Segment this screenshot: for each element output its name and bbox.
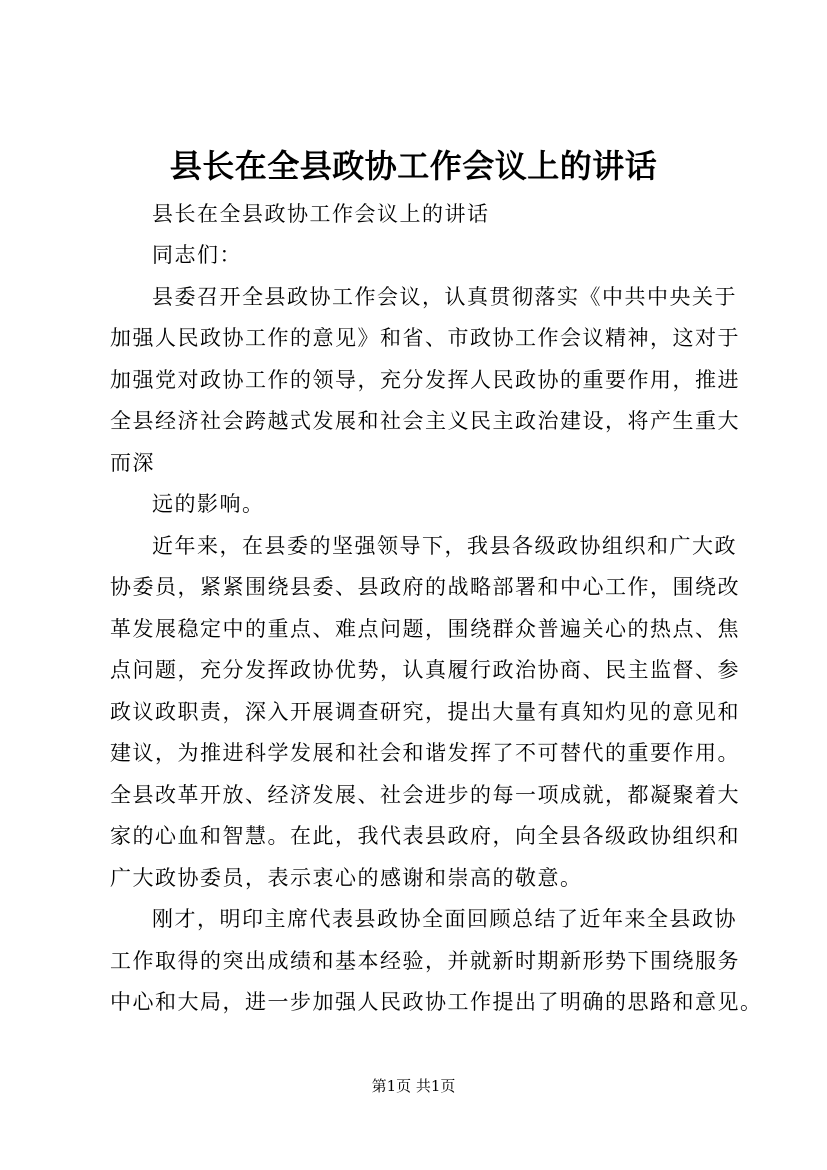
paragraph-line: 中心和大局，进一步加强人民政协工作提出了明确的思路和意见。 <box>110 990 763 1014</box>
paragraph-subtitle: 县长在全县政协工作会议上的讲话 <box>152 202 490 226</box>
paragraph-line: 点问题，充分发挥政协优势，认真履行政治协商、民主监督、参 <box>110 658 740 682</box>
paragraph-line: 全县改革开放、经济发展、社会进步的每一项成就，都凝聚着大 <box>110 783 740 807</box>
paragraph-line: 工作取得的突出成绩和基本经验，并就新时期新形势下围绕服务 <box>110 949 740 973</box>
paragraph-line: 加强人民政协工作的意见》和省、市政协工作会议精神，这对于 <box>110 326 740 350</box>
paragraph-greeting: 同志们： <box>152 243 242 267</box>
paragraph-line: 建议，为推进科学发展和社会和谐发挥了不可替代的重要作用。 <box>110 741 740 765</box>
paragraph-line: 政议政职责，深入开展调查研究，提出大量有真知灼见的意见和 <box>110 700 740 724</box>
document-title: 县长在全县政协工作会议上的讲话 <box>169 147 658 185</box>
paragraph-line: 广大政协委员，表示衷心的感谢和崇高的敬意。 <box>110 866 583 890</box>
paragraph-line: 县委召开全县政协工作会议，认真贯彻落实《中共中央关于 <box>152 285 737 309</box>
page-footer: 第1页 共1页 <box>371 1077 456 1095</box>
paragraph-line: 协委员，紧紧围绕县委、县政府的战略部署和中心工作，围绕改 <box>110 575 740 599</box>
paragraph-line: 而深 <box>110 451 155 475</box>
paragraph-line: 近年来，在县委的坚强领导下，我县各级政协组织和广大政 <box>152 534 737 558</box>
paragraph-line: 全县经济社会跨越式发展和社会主义民主政治建设，将产生重大 <box>110 409 740 433</box>
paragraph-line: 加强党对政协工作的领导，充分发挥人民政协的重要作用，推进 <box>110 368 740 392</box>
paragraph-line: 家的心血和智慧。在此，我代表县政府，向全县各级政协组织和 <box>110 824 740 848</box>
paragraph-line: 革发展稳定中的重点、难点问题，围绕群众普遍关心的热点、焦 <box>110 617 740 641</box>
paragraph-line: 刚才，明印主席代表县政协全面回顾总结了近年来全县政协 <box>152 907 737 931</box>
paragraph-line: 远的影响。 <box>152 492 265 516</box>
